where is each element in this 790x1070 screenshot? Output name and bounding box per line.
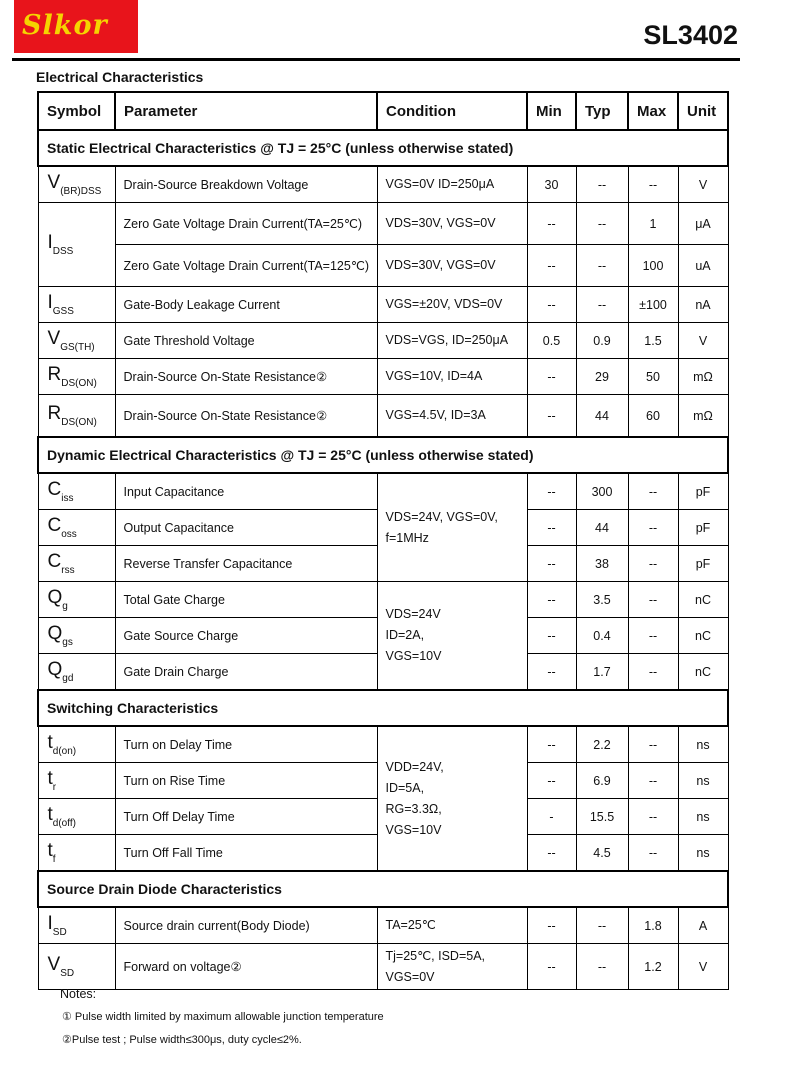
parameter-cell: Turn on Rise Time — [115, 763, 377, 799]
parameter-cell: Zero Gate Voltage Drain Current(TA=25℃) — [115, 203, 377, 245]
table-row — [38, 359, 728, 395]
table-row — [38, 203, 728, 245]
min-cell: - — [527, 799, 576, 835]
max-cell: 100 — [628, 245, 678, 287]
condition-cell: VDD=24V, ID=5A, RG=3.3Ω, VGS=10V — [377, 726, 527, 871]
max-cell: -- — [628, 763, 678, 799]
header-rule — [12, 58, 740, 61]
unit-cell: V — [678, 944, 728, 990]
symbol-cell: $C_{iss}$ — [38, 473, 115, 510]
min-cell: -- — [527, 763, 576, 799]
min-cell: 0.5 — [527, 323, 576, 359]
symbol-cell: $I_{DSS}$ — [38, 203, 115, 287]
symbol-cell: $I_{GSS}$ — [38, 287, 115, 323]
min-cell: -- — [527, 245, 576, 287]
min-cell: -- — [527, 582, 576, 618]
parameter-cell: Turn Off Fall Time — [115, 835, 377, 872]
unit-cell: mΩ — [678, 395, 728, 438]
table-row — [38, 582, 728, 618]
parameter-cell: Drain-Source Breakdown Voltage — [115, 166, 377, 203]
section-static-title: Static Electrical Characteristics @ TJ = 25°C (unless otherwise stated) — [38, 130, 728, 166]
parameter-cell: Input Capacitance — [115, 473, 377, 510]
table-header-row — [38, 92, 728, 130]
typ-cell: 38 — [576, 546, 628, 582]
col-parameter: Parameter — [115, 92, 377, 130]
col-unit: Unit — [678, 92, 728, 130]
typ-cell: -- — [576, 245, 628, 287]
unit-cell: uA — [678, 245, 728, 287]
typ-cell: -- — [576, 166, 628, 203]
symbol-cell: $t_r$ — [38, 763, 115, 799]
max-cell: -- — [628, 546, 678, 582]
condition-cell: VGS=10V, ID=4A — [377, 359, 527, 395]
note-2: ②Pulse test ; Pulse width≤300μs, duty cycle≤2%. — [62, 1034, 302, 1046]
condition-cell: VGS=0V ID=250μA — [377, 166, 527, 203]
typ-cell: -- — [576, 907, 628, 944]
condition-cell: VGS=±20V, VDS=0V — [377, 287, 527, 323]
table-row — [38, 473, 728, 510]
max-cell: -- — [628, 166, 678, 203]
typ-cell: 0.4 — [576, 618, 628, 654]
min-cell: -- — [527, 944, 576, 990]
typ-cell: 6.9 — [576, 763, 628, 799]
unit-cell: A — [678, 907, 728, 944]
symbol-cell: $V_{GS(TH)}$ — [38, 323, 115, 359]
parameter-cell: Turn on Delay Time — [115, 726, 377, 763]
unit-cell: V — [678, 323, 728, 359]
unit-cell: pF — [678, 473, 728, 510]
section-diode — [38, 871, 728, 907]
max-cell: ±100 — [628, 287, 678, 323]
min-cell: -- — [527, 473, 576, 510]
condition-cell: VDS=30V, VGS=0V — [377, 245, 527, 287]
typ-cell: -- — [576, 287, 628, 323]
table-row — [38, 395, 728, 438]
max-cell: -- — [628, 726, 678, 763]
typ-cell: -- — [576, 203, 628, 245]
symbol-cell: $I_{SD}$ — [38, 907, 115, 944]
symbol-cell: $Q_{gs}$ — [38, 618, 115, 654]
table-row — [38, 245, 728, 287]
symbol-cell: $C_{oss}$ — [38, 510, 115, 546]
typ-cell: 1.7 — [576, 654, 628, 691]
table-row — [38, 907, 728, 944]
section-diode-title: Source Drain Diode Characteristics — [38, 871, 728, 907]
condition-cell: VGS=4.5V, ID=3A — [377, 395, 527, 438]
section-title: Electrical Characteristics — [36, 69, 204, 85]
symbol-cell: $Q_g$ — [38, 582, 115, 618]
symbol-cell: $V_{SD}$ — [38, 944, 115, 990]
symbol-cell: $Q_{gd}$ — [38, 654, 115, 691]
max-cell: 1 — [628, 203, 678, 245]
typ-cell: -- — [576, 944, 628, 990]
typ-cell: 44 — [576, 395, 628, 438]
condition-cell: VDS=VGS, ID=250μA — [377, 323, 527, 359]
parameter-cell: Total Gate Charge — [115, 582, 377, 618]
condition-cell: VDS=24V ID=2A, VGS=10V — [377, 582, 527, 691]
max-cell: -- — [628, 654, 678, 691]
min-cell: -- — [527, 907, 576, 944]
typ-cell: 4.5 — [576, 835, 628, 872]
typ-cell: 29 — [576, 359, 628, 395]
table-row — [38, 323, 728, 359]
min-cell: -- — [527, 203, 576, 245]
typ-cell: 15.5 — [576, 799, 628, 835]
min-cell: -- — [527, 359, 576, 395]
max-cell: 1.2 — [628, 944, 678, 990]
brand-logo — [14, 0, 138, 53]
max-cell: -- — [628, 582, 678, 618]
max-cell: 1.5 — [628, 323, 678, 359]
min-cell: -- — [527, 287, 576, 323]
parameter-cell: Reverse Transfer Capacitance — [115, 546, 377, 582]
min-cell: -- — [527, 654, 576, 691]
parameter-cell: Output Capacitance — [115, 510, 377, 546]
section-static — [38, 130, 728, 166]
max-cell: -- — [628, 799, 678, 835]
condition-cell: TA=25℃ — [377, 907, 527, 944]
unit-cell: mΩ — [678, 359, 728, 395]
typ-cell: 3.5 — [576, 582, 628, 618]
section-switching-title: Switching Characteristics — [38, 690, 728, 726]
section-dynamic-title: Dynamic Electrical Characteristics @ TJ = 25°C (unless otherwise stated) — [38, 437, 728, 473]
max-cell: 1.8 — [628, 907, 678, 944]
parameter-cell: Source drain current(Body Diode) — [115, 907, 377, 944]
symbol-cell: $t_{d(off)}$ — [38, 799, 115, 835]
symbol-cell: $V_{(BR)DSS}$ — [38, 166, 115, 203]
min-cell: -- — [527, 510, 576, 546]
unit-cell: nC — [678, 582, 728, 618]
parameter-cell: Zero Gate Voltage Drain Current(TA=125℃) — [115, 245, 377, 287]
unit-cell: nC — [678, 618, 728, 654]
parameter-cell: Forward on voltage② — [115, 944, 377, 990]
min-cell: -- — [527, 618, 576, 654]
parameter-cell: Gate Drain Charge — [115, 654, 377, 691]
notes-title: Notes: — [60, 987, 97, 1001]
typ-cell: 0.9 — [576, 323, 628, 359]
unit-cell: nA — [678, 287, 728, 323]
typ-cell: 300 — [576, 473, 628, 510]
parameter-cell: Drain-Source On-State Resistance② — [115, 359, 377, 395]
max-cell: -- — [628, 835, 678, 872]
table-row — [38, 726, 728, 763]
max-cell: 50 — [628, 359, 678, 395]
unit-cell: ns — [678, 726, 728, 763]
condition-cell: VDS=30V, VGS=0V — [377, 203, 527, 245]
table-row — [38, 166, 728, 203]
col-min: Min — [527, 92, 576, 130]
parameter-cell: Gate-Body Leakage Current — [115, 287, 377, 323]
unit-cell: ns — [678, 799, 728, 835]
min-cell: -- — [527, 835, 576, 872]
min-cell: -- — [527, 546, 576, 582]
symbol-cell: $R_{DS(ON)}$ — [38, 359, 115, 395]
col-symbol: Symbol — [38, 92, 115, 130]
unit-cell: μA — [678, 203, 728, 245]
symbol-cell: $t_f$ — [38, 835, 115, 872]
parameter-cell: Turn Off Delay Time — [115, 799, 377, 835]
section-dynamic — [38, 437, 728, 473]
section-switching — [38, 690, 728, 726]
col-max: Max — [628, 92, 678, 130]
table-row — [38, 287, 728, 323]
min-cell: 30 — [527, 166, 576, 203]
symbol-cell: $C_{rss}$ — [38, 546, 115, 582]
brand-logo-text: Slkor — [22, 10, 108, 41]
max-cell: -- — [628, 473, 678, 510]
parameter-cell: Drain-Source On-State Resistance② — [115, 395, 377, 438]
condition-cell: Tj=25℃, ISD=5A, VGS=0V — [377, 944, 527, 990]
model-number: SL3402 — [643, 20, 738, 50]
col-condition: Condition — [377, 92, 527, 130]
unit-cell: pF — [678, 510, 728, 546]
col-typ: Typ — [576, 92, 628, 130]
unit-cell: pF — [678, 546, 728, 582]
min-cell: -- — [527, 726, 576, 763]
typ-cell: 44 — [576, 510, 628, 546]
condition-cell: VDS=24V, VGS=0V, f=1MHz — [377, 473, 527, 582]
max-cell: -- — [628, 618, 678, 654]
note-1: ① Pulse width limited by maximum allowable junction temperature — [62, 1011, 384, 1023]
table-row — [38, 944, 728, 990]
parameter-cell: Gate Threshold Voltage — [115, 323, 377, 359]
max-cell: 60 — [628, 395, 678, 438]
symbol-cell: $R_{DS(ON)}$ — [38, 395, 115, 438]
symbol-cell: $t_{d(on)}$ — [38, 726, 115, 763]
min-cell: -- — [527, 395, 576, 438]
parameter-cell: Gate Source Charge — [115, 618, 377, 654]
unit-cell: ns — [678, 763, 728, 799]
max-cell: -- — [628, 510, 678, 546]
unit-cell: V — [678, 166, 728, 203]
typ-cell: 2.2 — [576, 726, 628, 763]
unit-cell: nC — [678, 654, 728, 691]
electrical-characteristics-table — [37, 91, 729, 990]
unit-cell: ns — [678, 835, 728, 872]
